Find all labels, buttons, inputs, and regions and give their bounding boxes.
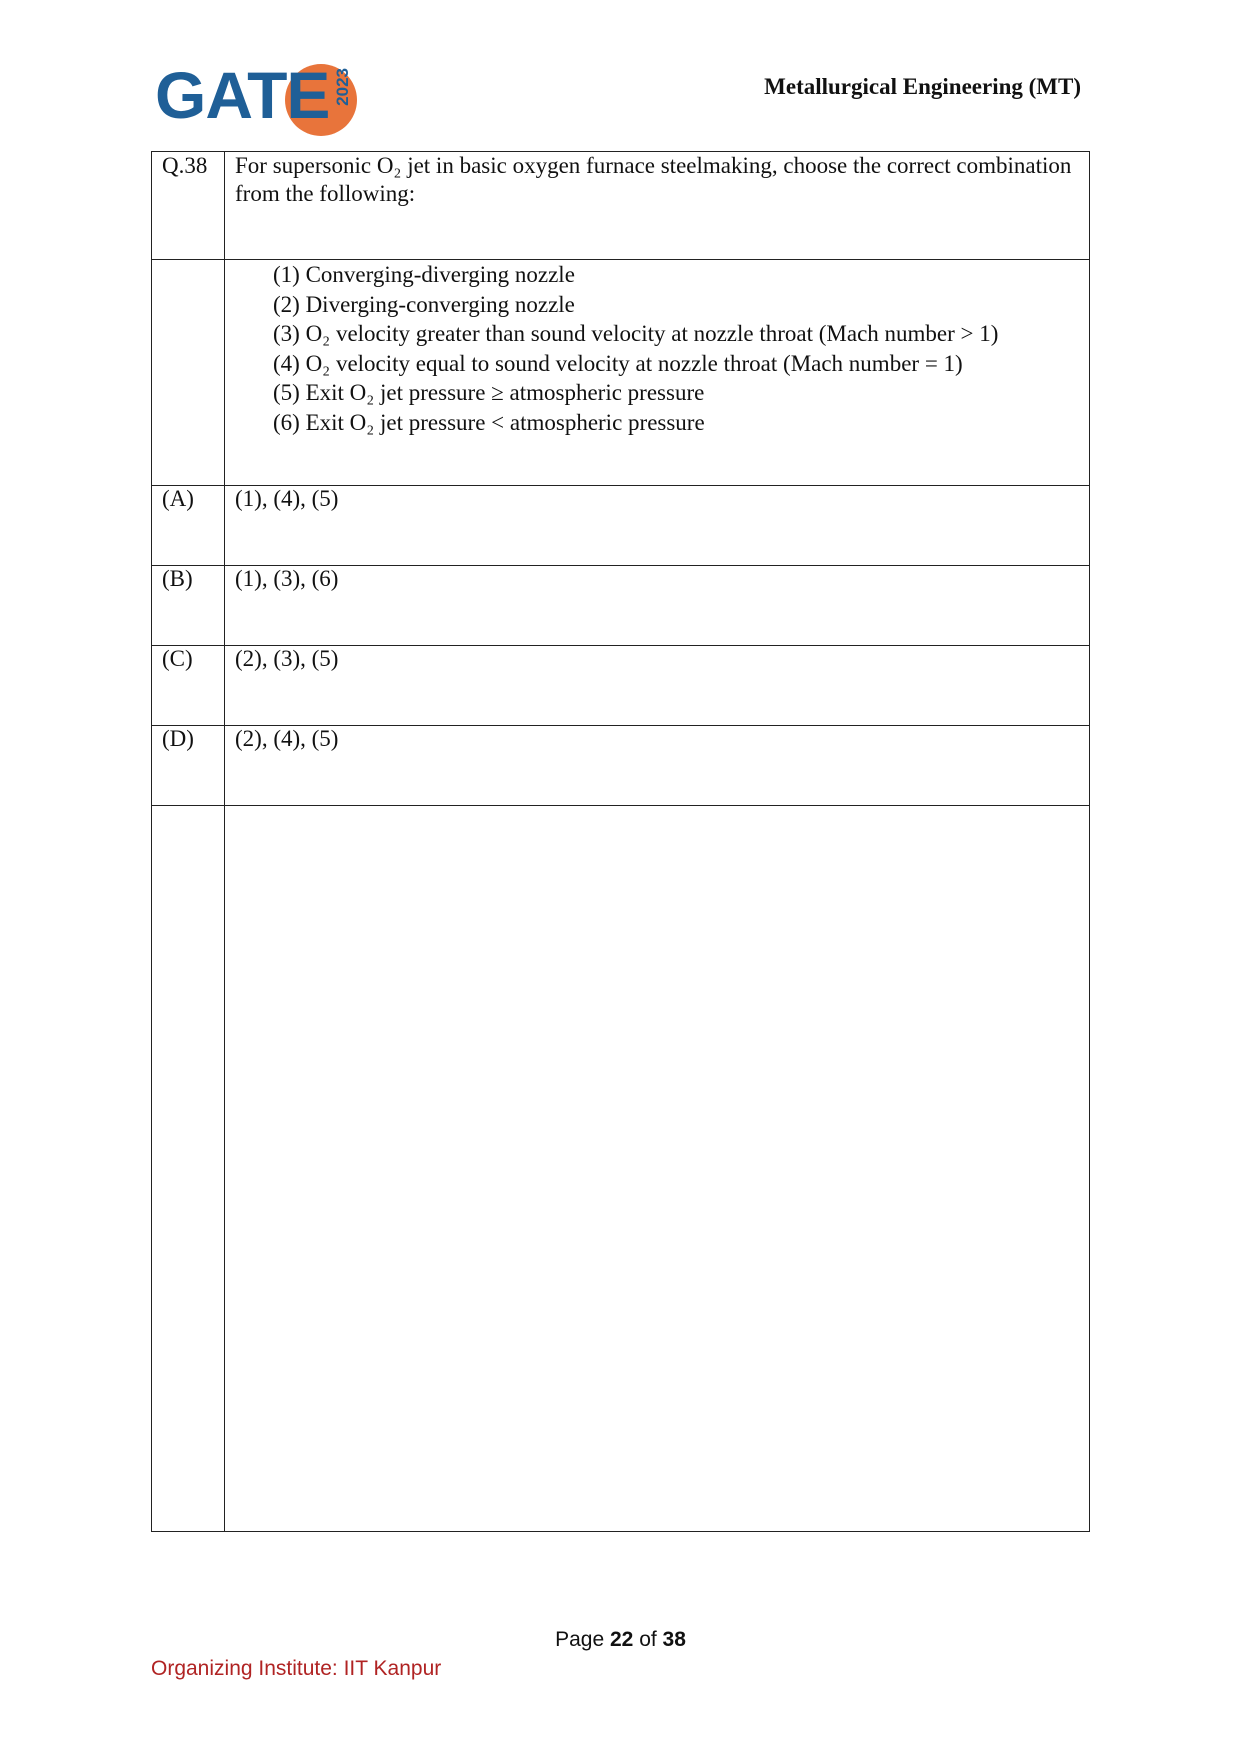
organizing-institute: Organizing Institute: IIT Kanpur <box>151 1657 442 1680</box>
question-table <box>151 151 1090 1532</box>
statements-row <box>152 260 1090 486</box>
option-row-a[interactable] <box>152 486 1090 566</box>
option-row-b[interactable] <box>152 566 1090 646</box>
page-prefix: Page <box>555 1628 605 1651</box>
statement-item: (1) Converging-diverging nozzle <box>273 262 575 287</box>
statement-list <box>235 260 1079 437</box>
gate-logo <box>155 60 355 140</box>
page-number <box>0 1628 1241 1652</box>
empty-cell <box>152 806 225 1532</box>
option-text: (2), (3), (5) <box>225 646 1090 726</box>
question-number: Q.38 <box>152 152 225 260</box>
page-of: of <box>639 1628 657 1651</box>
blank-row <box>152 806 1090 1532</box>
statement-item: (6) Exit O₂ jet pressure < atmospheric pressure <box>273 409 705 435</box>
option-row-c[interactable] <box>152 646 1090 726</box>
logo-text: GATE <box>155 58 330 132</box>
option-label: (B) <box>152 566 225 646</box>
empty-cell <box>152 260 225 486</box>
empty-cell <box>225 806 1090 1532</box>
statement-item: (2) Diverging-converging nozzle <box>273 291 575 317</box>
option-text: (2), (4), (5) <box>225 726 1090 806</box>
subject-title: Metallurgical Engineering (MT) <box>764 74 1081 99</box>
option-label: (C) <box>152 646 225 726</box>
option-text: (1), (4), (5) <box>225 486 1090 566</box>
question-row <box>152 152 1090 260</box>
logo-year: 2023 <box>333 68 352 106</box>
option-label: (A) <box>152 486 225 566</box>
question-stem: For supersonic O₂ jet in basic oxygen furnace steelmaking, choose the correct combination from the following: <box>225 152 1090 260</box>
option-text: (1), (3), (6) <box>225 566 1090 646</box>
statement-item: (3) O₂ velocity greater than sound velocity at nozzle throat (Mach number > 1) <box>273 321 999 346</box>
statement-item: (4) O₂ velocity equal to sound velocity at nozzle throat (Mach number = 1) <box>273 350 963 376</box>
page-current: 22 <box>609 1628 634 1651</box>
option-row-d[interactable] <box>152 726 1090 806</box>
statements-cell <box>225 260 1090 486</box>
statement-item: (5) Exit O₂ jet pressure ≥ atmospheric pressure <box>273 380 705 405</box>
option-label: (D) <box>152 726 225 806</box>
page-total: 38 <box>662 1628 686 1651</box>
